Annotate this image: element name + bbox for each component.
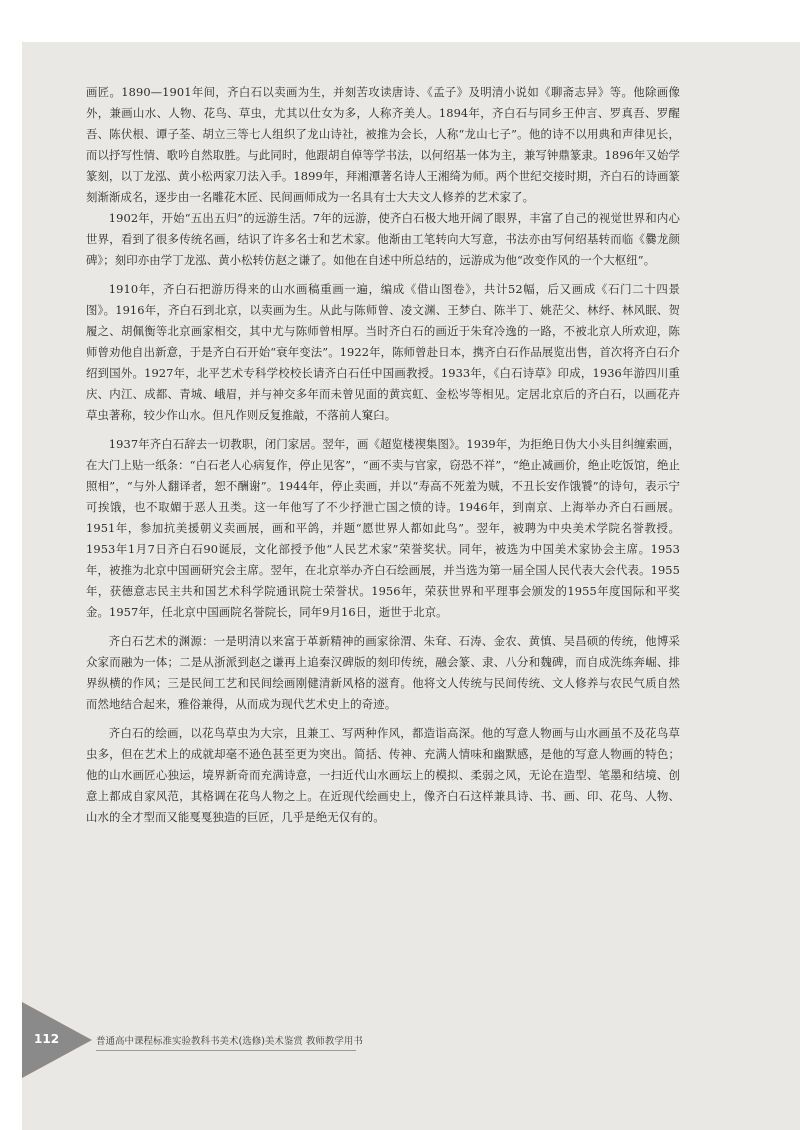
page-number: 112 [34,1032,60,1046]
paragraph-2: 1902年，开始“五出五归”的远游生活。7年的远游，使齐白石极大地开阔了眼界，丰富了自己的视觉世界和内心世界，看到了很多传统名画，结识了许多名士和艺术家。他渐由工笔转向大写意，书法亦由写何绍基转而临《爨龙颜碑》；刻印亦由学丁龙泓、黄小松转仿赵之谦了。如他在自述中所总结的，远游成为他“改变作风的一个大枢纽”。 [86,211,680,267]
paragraph-4: 1937年齐白石辞去一切教职，闭门家居。翌年，画《超览楼禊集图》。1939年，为拒绝日伪大小头目纠缠索画，在大门上贴一纸条：“白石老人心病复作，停止见客”，“画不卖与官家，窃恐不祥”，“绝止减画价，绝止吃饭馆，绝止照相”，“与外人翻译者，恕不酬谢”。1944年，停止卖画，并以“寿高不死羞为贼，不丑长安作饿饕”的诗句，表示宁可挨饿，也不取媚于恶人丑类。这一年他写了不少抒泄亡国之愤的诗。1946年，到南京、上海举办齐白石画展。1951年，参加抗美援朝义卖画展，画和平鸽，并题“愿世界人都如此鸟”。翌年，被聘为中央美术学院名誉教授。1953年1月7日齐白石90诞辰，文化部授予他“人民艺术家”荣誉奖状。同年，被选为中国美术家协会主席。1953年，被推为北京中国画研究会主席。翌年，在北京举办齐白石绘画展，并当选为第一届全国人民代表大会代表。1955年，获德意志民主共和国艺术科学院通讯院士荣誉状。1956年，荣获世界和平理事会颁发的1955年度国际和平奖金。1957年，任北京中国画院名誉院长，同年9月16日，逝世于北京。 [86,437,680,619]
body-text [86,82,680,828]
paragraph-6: 齐白石的绘画，以花鸟草虫为大宗，且兼工、写两种作风，都造诣高深。他的写意人物画与山水画虽不及花鸟草虫多，但在艺术上的成就却毫不逊色甚至更为突出。简括、传神、充满人情味和幽默感，是他的写意人物画的特色；他的山水画匠心独运，境界新奇而充满诗意，一扫近代山水画坛上的模拟、柔弱之风，无论在造型、笔墨和结境、创意上都成自家风范，其格调在花鸟人物之上。在近现代绘画史上，像齐白石这样兼具诗、书、画、印、花鸟、人物、山水的全才型而又能戛戛独造的巨匠，几乎是绝无仅有的。 [86,726,680,824]
paragraph-3: 1910年，齐白石把游历得来的山水画稿重画一遍，编成《借山图卷》，共计52幅，后又画成《石门二十四景图》。1916年，齐白石到北京，以卖画为生。从此与陈师曾、凌文渊、王梦白、陈半丁、姚茫父、林纾、林风眠、贺履之、胡佩衡等北京画家相交，其中尤与陈师曾相厚。当时齐白石的画近于朱耷冷逸的一路，不被北京人所欢迎，陈师曾劝他自出新意，于是齐白石开始“衰年变法”。1922年，陈师曾赴日本，携齐白石作品展览出售，首次将齐白石介绍到国外。1927年，北平艺术专科学校校长请齐白石任中国画教授。1933年，《白石诗草》印成，1936年游四川重庆、内江、成都、青城、峨眉，并与神交多年而未曾见面的黄宾虹、金松岑等相见。定居北京后的齐白石，以画花卉草虫著称，较少作山水。但凡作则反复推敲，不落前人窠臼。 [86,282,680,422]
footer-divider [96,1050,356,1051]
paragraph-1: 画匠。1890—1901年间，齐白石以卖画为生，并刻苦攻读唐诗、《孟子》及明清小说如《聊斋志异》等。他除画像外，兼画山水、人物、花鸟、草虫，尤其以仕女为多，人称齐美人。1894年，齐白石与同乡王仲言、罗真吾、罗醒吾、陈伏根、谭子荃、胡立三等七人组织了龙山诗社，被推为会长，人称“龙山七子”。他的诗不以用典和声律见长，而以抒写性情、歌吟自然取胜。与此同时，他跟胡自倬等学书法，以何绍基一体为主，兼写钟鼎篆隶。1896年又始学篆刻，以丁龙泓、黄小松两家刀法入手。1899年，拜湘潭著名诗人王湘绮为师。两个世纪交接时期，齐白石的诗画篆刻渐渐成名，逐步由一名雕花木匠、民间画师成为一名具有士大夫文人修养的艺术家了。 [86,85,680,204]
paragraph-5: 齐白石艺术的渊源：一是明清以来富于革新精神的画家徐渭、朱耷、石涛、金农、黄慎、吴昌硕的传统，他博采众家而融为一体；二是从浙派到赵之谦再上追秦汉碑版的刻印传统，融会篆、隶、八分和魏碑，而自成洗练奔崛、排界纵横的作风；三是民间工艺和民间绘画刚健清新风格的滋育。他将文人传统与民间传统、文人修养与农民气质自然而然地结合起来，雅俗兼得，从而成为现代艺术史上的奇迹。 [86,634,680,711]
footer-book-title: 普通高中课程标准实验教科书美术(选修)美术鉴赏 教师教学用书 [96,1036,363,1047]
